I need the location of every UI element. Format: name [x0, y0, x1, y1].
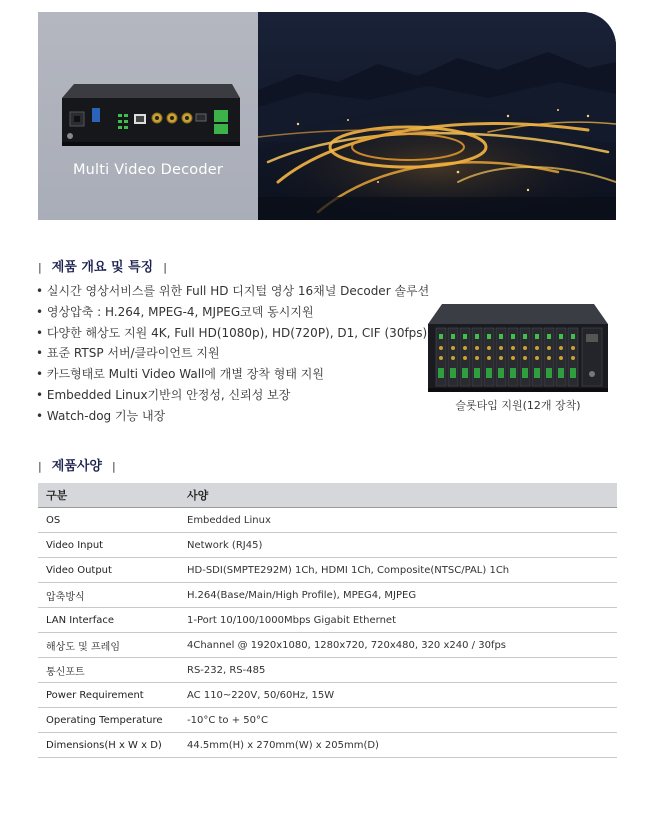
table-header-row	[38, 483, 617, 508]
overview-heading: | 제품 개요 및 특징 |	[38, 260, 167, 275]
table-row	[38, 733, 617, 758]
spec-value: H.264(Base/Main/High Profile), MPEG4, MJPEG	[179, 583, 617, 608]
decoder-device-image	[56, 84, 240, 150]
spec-value: RS-232, RS-485	[179, 658, 617, 683]
spec-value: -10°C to + 50°C	[179, 708, 617, 733]
feature-item: • 다양한 해상도 지원 4K, Full HD(1080p), HD(720P), D1, CIF (30fps)	[36, 323, 429, 344]
feature-item: • Embedded Linux기반의 안정성, 신뢰성 보장	[36, 385, 429, 406]
feature-item: • Watch-dog 기능 내장	[36, 406, 429, 427]
specs-heading: | 제품사양 |	[38, 459, 116, 474]
hero-banner	[38, 12, 616, 220]
table-row	[38, 658, 617, 683]
spec-table	[38, 483, 617, 758]
spec-key: LAN Interface	[38, 608, 179, 633]
feature-item: • 카드형태로 Multi Video Wall에 개별 장착 형태 지원	[36, 364, 429, 385]
specs-title: 제품사양	[51, 459, 102, 474]
spec-key: 해상도 및 프레임	[38, 633, 179, 658]
feature-item: • 영상압축 : H.264, MPEG-4, MJPEG코덱 동시지원	[36, 302, 429, 323]
spec-key: 압축방식	[38, 583, 179, 608]
table-row	[38, 583, 617, 608]
table-row	[38, 533, 617, 558]
night-highway-photo	[258, 12, 616, 220]
feature-list	[36, 281, 429, 427]
feature-item: • 표준 RTSP 서버/클라이언트 지원	[36, 343, 429, 364]
spec-key: OS	[38, 508, 179, 533]
column-header-spec: 사양	[179, 483, 617, 508]
spec-key: Power Requirement	[38, 683, 179, 708]
spec-key: Video Output	[38, 558, 179, 583]
table-row	[38, 633, 617, 658]
spec-value: AC 110~220V, 50/60Hz, 15W	[179, 683, 617, 708]
spec-value: 44.5mm(H) x 270mm(W) x 205mm(D)	[179, 733, 617, 758]
table-row	[38, 708, 617, 733]
feature-item: • 실시간 영상서비스를 위한 Full HD 디지털 영상 16채널 Decoder 솔루션	[36, 281, 429, 302]
table-row	[38, 558, 617, 583]
spec-key: Video Input	[38, 533, 179, 558]
table-row	[38, 608, 617, 633]
spec-value: HD-SDI(SMPTE292M) 1Ch, HDMI 1Ch, Composite(NTSC/PAL) 1Ch	[179, 558, 617, 583]
column-header-category: 구분	[38, 483, 179, 508]
spec-value: 1-Port 10/100/1000Mbps Gigabit Ethernet	[179, 608, 617, 633]
product-panel	[38, 12, 258, 220]
rack-chassis-image	[428, 304, 608, 392]
spec-key: Dimensions(H x W x D)	[38, 733, 179, 758]
product-caption: Multi Video Decoder	[72, 162, 224, 178]
spec-value: Embedded Linux	[179, 508, 617, 533]
table-row	[38, 683, 617, 708]
spec-value: Network (RJ45)	[179, 533, 617, 558]
spec-value: 4Channel @ 1920x1080, 1280x720, 720x480, 320 x240 / 30fps	[179, 633, 617, 658]
rack-caption: 슬롯타입 지원(12개 장착)	[455, 399, 581, 412]
overview-title: 제품 개요 및 특징	[51, 260, 154, 275]
table-row	[38, 508, 617, 533]
spec-key: Operating Temperature	[38, 708, 179, 733]
spec-key: 통신포트	[38, 658, 179, 683]
